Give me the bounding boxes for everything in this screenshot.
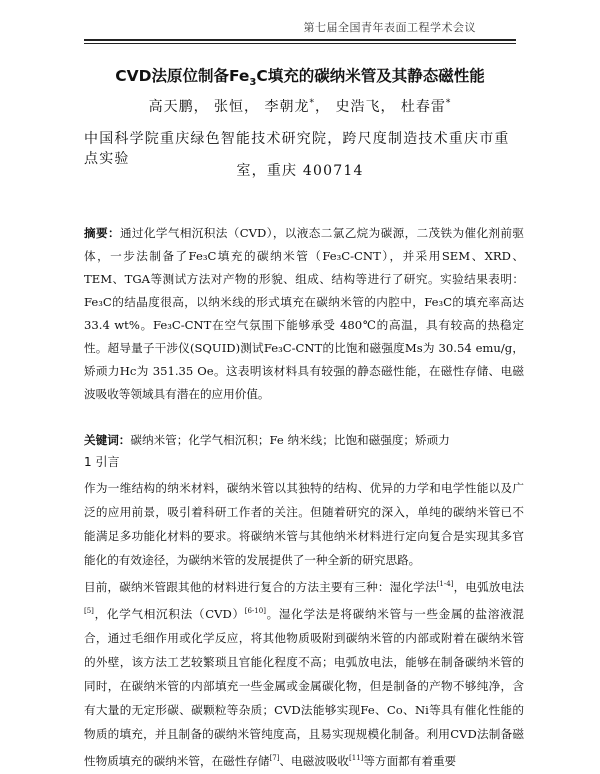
- title-part: C填充的碳纳米管及其静态磁性能: [256, 67, 485, 85]
- author: 杜春雷: [400, 99, 446, 115]
- author: 史浩飞: [335, 99, 381, 115]
- citation: [11]: [349, 753, 364, 762]
- author: 张恒: [214, 99, 245, 115]
- conference-name: 第七届全国青年表面工程学术会议: [303, 21, 476, 34]
- abstract: [84, 222, 524, 406]
- title-subscript: 3: [249, 77, 257, 89]
- section-heading: 1 引言: [84, 455, 120, 469]
- affiliation-line-1: 中国科学院重庆绿色智能技术研究院，跨尺度制造技术重庆市重点实验: [84, 131, 510, 167]
- intro-text: 目前，碳纳米管跟其他的材料进行复合的方法主要有三种：湿化学法: [84, 579, 437, 594]
- intro-text: ，电弧放电法: [453, 579, 524, 594]
- author-list: 高天鹏， 张恒， 李朝龙*， 史浩飞， 杜春雷*: [148, 98, 452, 115]
- keywords-text: 碳纳米管；化学气相沉积；Fe 纳米线；比饱和磁强度；矫顽力: [130, 433, 450, 447]
- author-mark: *: [445, 98, 452, 109]
- citation: [1-4]: [436, 580, 454, 588]
- abstract-label: 摘要：: [84, 226, 120, 240]
- intro-text: 等方面都有着重要: [363, 753, 457, 768]
- title-part: CVD法原位制备Fe: [115, 67, 250, 85]
- keywords-label: 关键词：: [84, 433, 131, 447]
- intro-text: ，化学气相沉积法（CVD）: [93, 606, 245, 621]
- abstract-text: 通过化学气相沉积法（CVD），以液态二氯乙烷为碳源，二茂铁为催化剂前驱体，一步法制备了Fe₃C填充的碳纳米管（Fe₃C-CNT），并采用SEM、XRD、TEM、TGA等测试方法对产物的形貌、组成、结构等进行了研究。实验结果表明：Fe₃C的结晶度很高，以纳米线的形式填充在碳纳米管的内腔中，Fe₃C的填充率高达 33.4 wt%。Fe₃C-CNT在空气氛围下能够承受 480℃的高温，具有较高的热稳定性。超导量子干涉仪(SQUID)测试Fe₃C-CNT的比饱和磁强度Ms为 30.54 emu/g，矫顽力Hc为 351.35 Oe。这表明该材料具有较强的静态磁性能，在磁性存储、电磁波吸收等领域具有潜在的应用价值。: [84, 226, 524, 401]
- keywords: [84, 430, 524, 450]
- intro-paragraph-2: [84, 572, 524, 773]
- introduction-body: [84, 476, 524, 773]
- paper-title: [0, 64, 600, 88]
- author-mark: *: [309, 98, 315, 109]
- intro-text: 、电磁波吸收: [279, 753, 350, 768]
- intro-paragraph-1: 作为一维结构的纳米材料，碳纳米管以其独特的结构、优异的力学和电学性能以及广泛的应用前景，吸引着科研工作者的关注。但随着研究的深入，单纯的碳纳米管已不能满足多功能化材料的要求。将碳纳米管与其他纳米材料进行定向复合是实现其多官能化的有效途径，为碳纳米管的发展提供了一种全新的研究思路。: [84, 481, 524, 567]
- citation: [6-10]: [244, 606, 266, 615]
- affiliation-line-2: 室，重庆 400714: [236, 163, 364, 179]
- citation: [7]: [269, 753, 280, 762]
- page-header: [84, 17, 516, 41]
- citation: [5]: [84, 606, 94, 615]
- intro-text: 。湿化学法是将碳纳米管与一些金属的盐溶液混合，通过毛细作用或化学反应，将其他物质吸附到碳纳米管的内部或附着在碳纳米管的外壁，该方法工艺较繁琐且官能化程度不高；电弧放电法，能够在制备碳纳米管的同时，在碳纳米管的内部填充一些金属或金属碳化物，但是制备的产物不够纯净，含有大量的无定形碳、碳颗粒等杂质；CVD法能够实现Fe、Co、Ni等具有催化性能的物质的填充，并且制备的碳纳米管纯度高，且易实现规模化制备。利用CVD法制备磁性物质填充的碳纳米管，在磁性存储: [84, 606, 524, 768]
- author: 高天鹏: [148, 99, 194, 115]
- author: 李朝龙: [264, 99, 310, 115]
